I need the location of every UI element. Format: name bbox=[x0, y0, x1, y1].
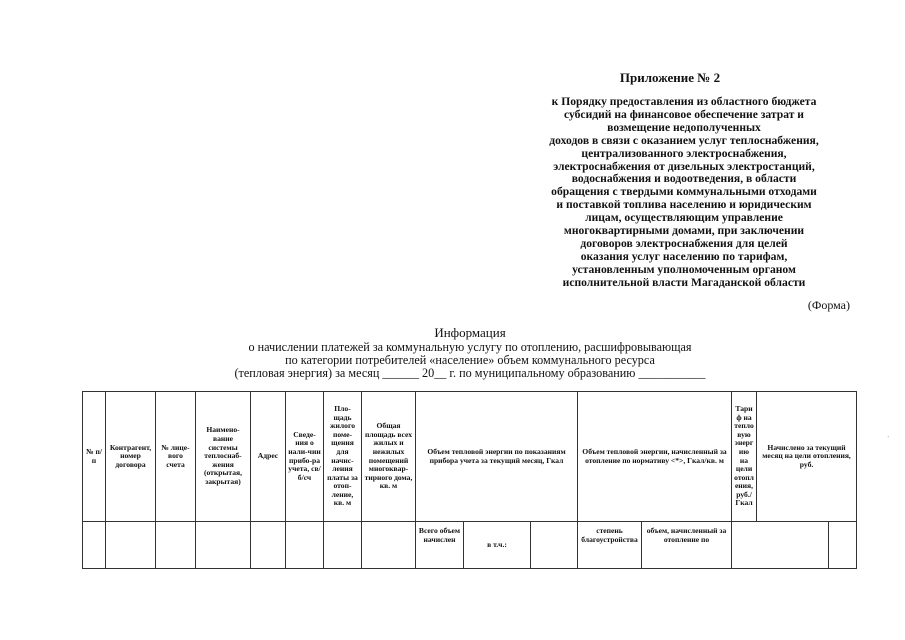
subheader-norm-degree: степень благоустройства bbox=[578, 522, 642, 569]
appendix-line: исполнительной власти Магаданской области bbox=[562, 275, 806, 289]
appendix-line: централизованного электроснабжения, bbox=[581, 146, 787, 160]
info-line: (тепловая энергия) за месяц ______ 20__ г. по муниципальному образованию ___________ bbox=[234, 366, 706, 381]
col-header-meter-volume: Объем тепловой энергии по показаниям прибора учета за текущий месяц, Гкал bbox=[416, 392, 578, 522]
col-header-norm-volume: Объем тепловой энергии, начисленный за отопление по нормативу <*>, Гкал/кв. м bbox=[578, 392, 732, 522]
scan-mark: ¸ bbox=[887, 430, 890, 438]
appendix-line: субсидий на финансовое обеспечение затрат и bbox=[563, 107, 804, 121]
table-cell bbox=[156, 522, 196, 569]
appendix-title: Приложение № 2 bbox=[619, 70, 721, 85]
col-header-number: № п/п bbox=[83, 392, 106, 522]
info-line: о начислении платежей за коммунальную услугу по отоплению, расшифровывающая bbox=[248, 340, 692, 354]
col-header-meter-info: Сведе-ния о нали-чии прибо-ра учета, св/б/сч bbox=[286, 392, 324, 522]
col-header-contractor: Контрагент, номер договора bbox=[106, 392, 156, 522]
info-line: по категории потребителей «население» объем коммунального ресурса bbox=[285, 353, 655, 368]
table-cell bbox=[286, 522, 324, 569]
appendix-body bbox=[526, 96, 842, 290]
col-header-tariff: Тариф на тепловую энергию на цели отопления, руб./Гкал bbox=[732, 392, 757, 522]
table-cell bbox=[829, 522, 857, 569]
appendix-line: водоснабжения и водоотведения, в области bbox=[571, 172, 797, 186]
col-header-account: № лице-вого счета bbox=[156, 392, 196, 522]
col-header-address: Адрес bbox=[251, 392, 286, 522]
info-title: Информация bbox=[434, 325, 506, 340]
table-cell bbox=[251, 522, 286, 569]
appendix-line: электроснабжения от дизельных электростанций, bbox=[553, 159, 815, 173]
table-header-row bbox=[83, 392, 857, 522]
table-cell bbox=[106, 522, 156, 569]
subheader-meter-total: Всего объем начислен bbox=[416, 522, 464, 569]
appendix-line: к Порядку предоставления из областного бюджета bbox=[551, 95, 817, 108]
col-header-living-area: Пло-щадь жилого поме-щения для начис-ления платы за отоп-ление, кв. м bbox=[324, 392, 362, 522]
table-cell bbox=[83, 522, 106, 569]
appendix-line: и поставкой топлива населению и юридическим bbox=[556, 198, 812, 212]
appendix-line: возмещение недополученных bbox=[607, 120, 761, 134]
accrual-table bbox=[82, 391, 857, 569]
appendix-line: оказания услуг населению по тарифам, bbox=[580, 249, 788, 263]
col-header-accrued: Начислено за текущий месяц на цели отопления, руб. bbox=[757, 392, 857, 522]
subheader-norm-volume: объем, начисленный за отопление по bbox=[642, 522, 732, 569]
appendix-line: договоров электроснабжения для целей bbox=[580, 236, 788, 250]
col-header-heating-system: Наимено-вание системы теплоснаб-жения (открытая, закрытая) bbox=[196, 392, 251, 522]
table-cell bbox=[196, 522, 251, 569]
info-subtitle bbox=[200, 341, 740, 381]
appendix-line: установленным уполномоченным органом bbox=[572, 262, 796, 276]
table-subheader-row bbox=[83, 522, 857, 569]
col-header-total-area: Общая площадь всех жилых и нежилых помещений многоквар-тирного дома, кв. м bbox=[362, 392, 416, 522]
table-cell bbox=[531, 522, 578, 569]
table-cell bbox=[732, 522, 829, 569]
subheader-meter-incl: в т.ч.: bbox=[464, 522, 531, 569]
appendix-line: многоквартирными домами, при заключении bbox=[563, 224, 805, 238]
appendix-line: доходов в связи с оказанием услуг теплоснабжения, bbox=[549, 133, 819, 147]
table-cell bbox=[324, 522, 362, 569]
table-cell bbox=[362, 522, 416, 569]
appendix-line: лицам, осуществляющим управление bbox=[585, 211, 783, 225]
appendix-line: обращения с твердыми коммунальными отходами bbox=[551, 185, 817, 199]
form-label: (Форма) bbox=[807, 298, 850, 312]
